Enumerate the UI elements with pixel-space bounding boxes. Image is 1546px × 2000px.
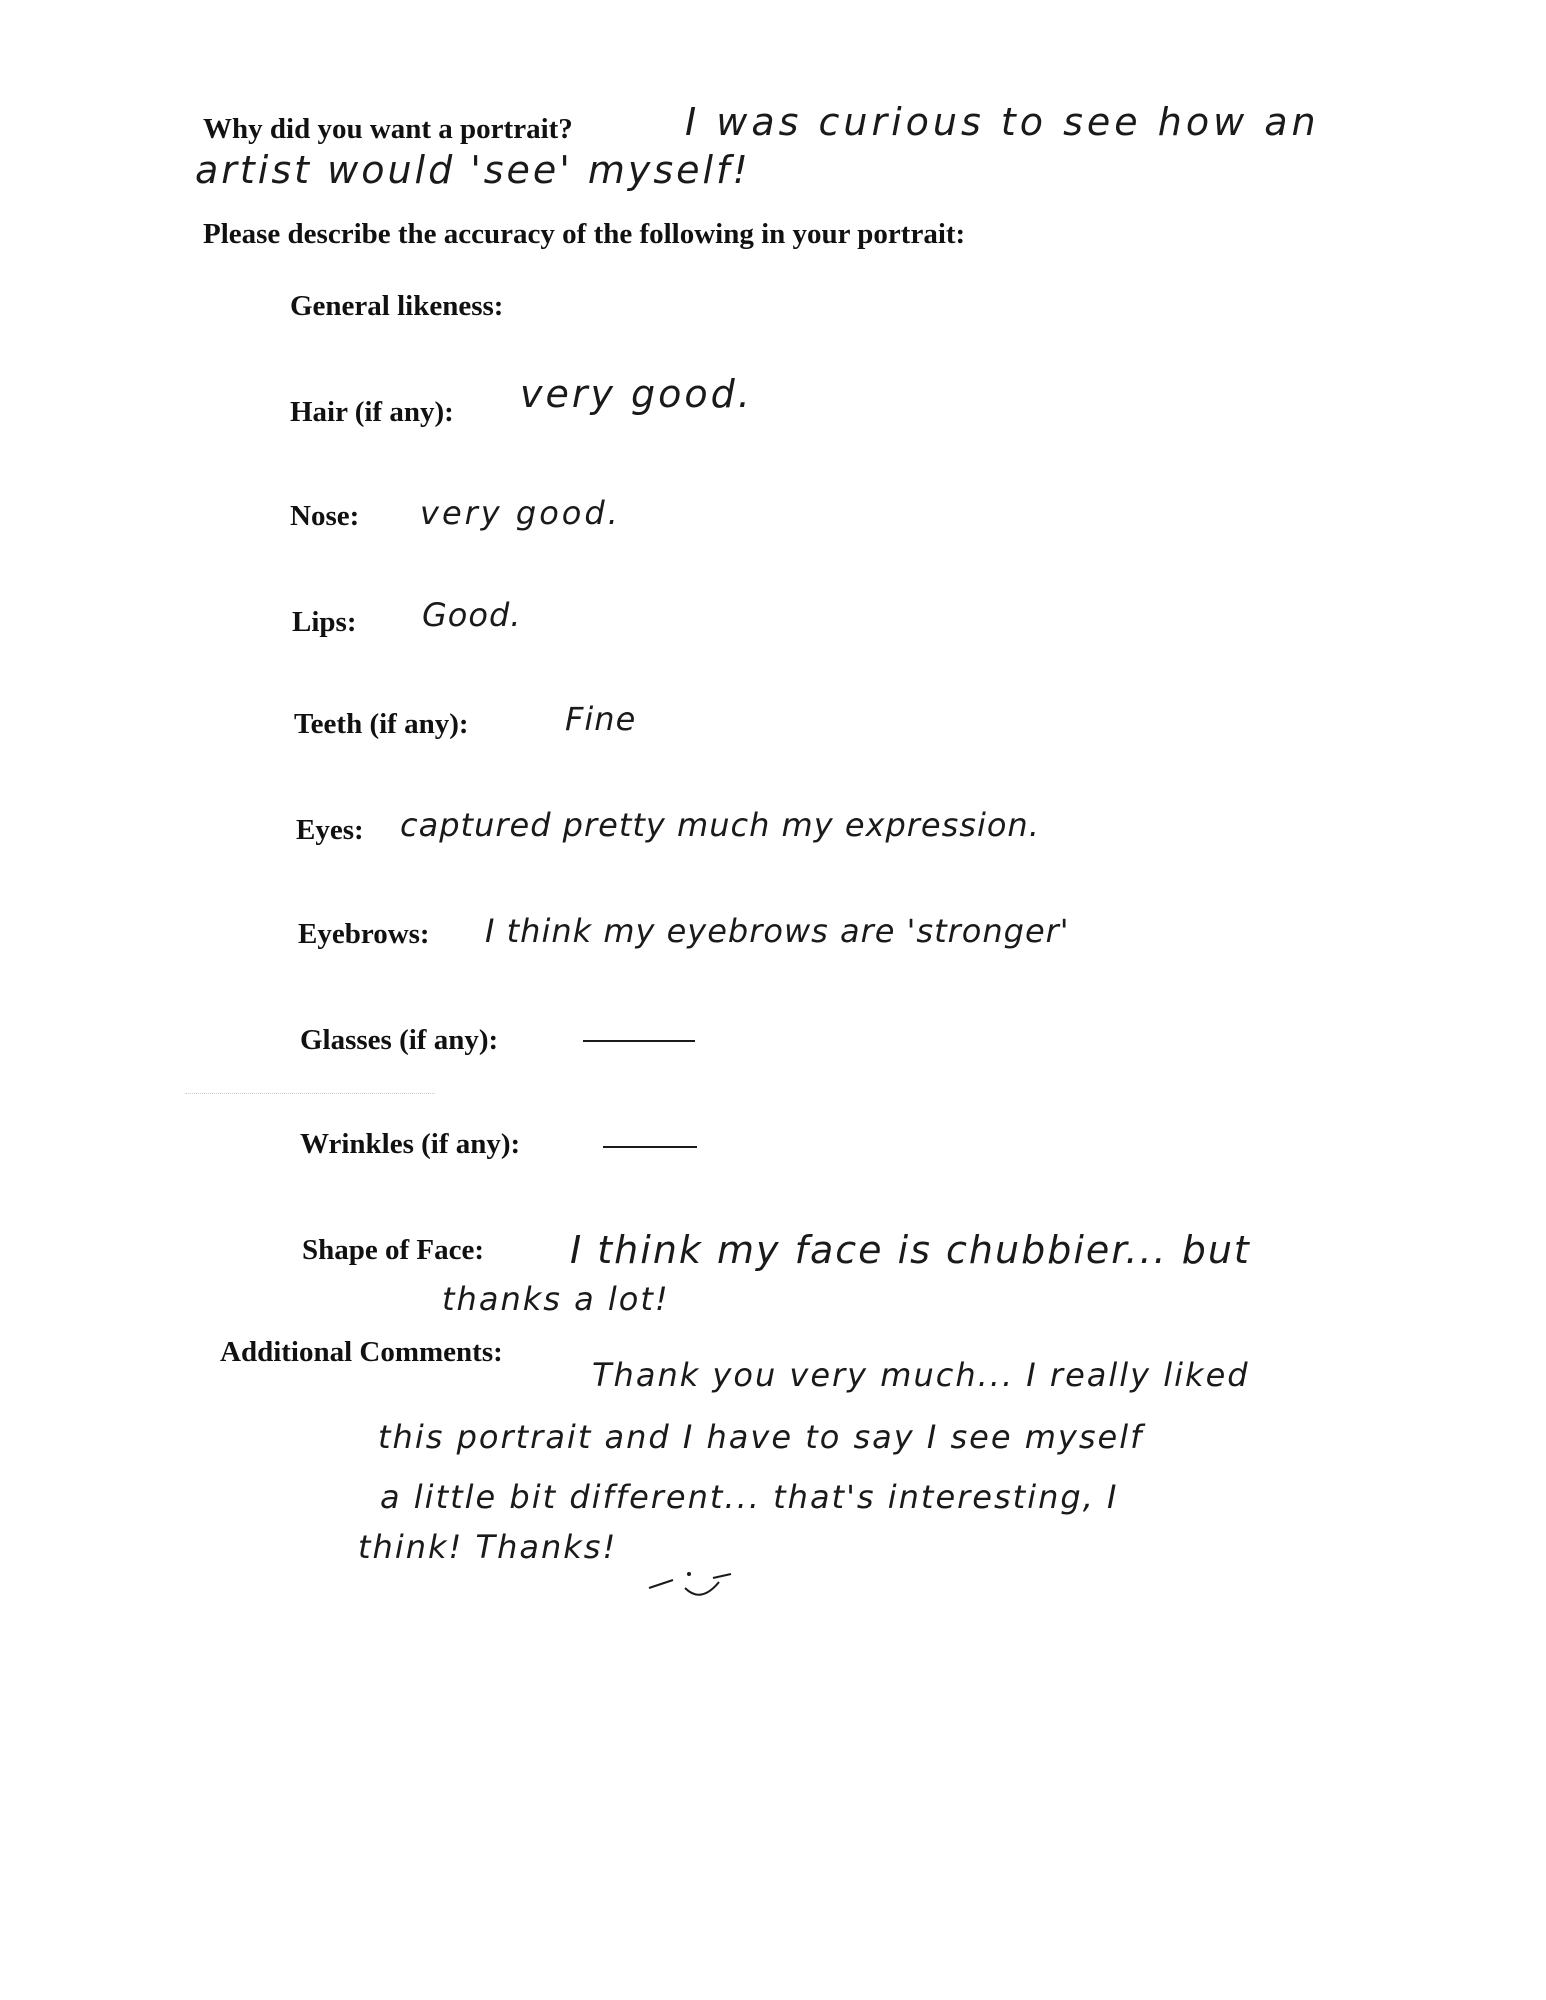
eyes-label: Eyes: <box>296 814 364 846</box>
nose-answer: very good. <box>420 494 621 532</box>
hair-answer: very good. <box>520 372 753 416</box>
lips-label: Lips: <box>292 606 357 638</box>
nose-label: Nose: <box>290 500 360 532</box>
eyebrows-answer: I think my eyebrows are 'stronger' <box>485 912 1070 950</box>
additional-comments-label: Additional Comments: <box>220 1336 503 1368</box>
glasses-label: Glasses (if any): <box>300 1024 499 1056</box>
hair-label: Hair (if any): <box>290 396 454 428</box>
face-shape-answer-line-1: I think my face is chubbier... but <box>570 1228 1251 1272</box>
additional-comment-line-2: this portrait and I have to say I see myself <box>378 1418 1144 1456</box>
why-answer-line-1: I was curious to see how an <box>685 100 1320 144</box>
scan-artifact-line <box>185 1093 435 1094</box>
additional-comment-line-3: a little bit different... that's interesting, I <box>380 1478 1119 1516</box>
teeth-answer: Fine <box>565 700 637 738</box>
additional-comment-line-1: Thank you very much... I really liked <box>592 1356 1250 1394</box>
why-answer-line-2: artist would 'see' myself! <box>195 148 751 192</box>
accuracy-heading: Please describe the accuracy of the following in your portrait: <box>203 218 966 250</box>
eyebrows-label: Eyebrows: <box>298 918 430 950</box>
face-shape-answer-line-2: thanks a lot! <box>442 1280 670 1318</box>
eyes-answer: captured pretty much my expression. <box>400 806 1040 844</box>
smiley-doodle-icon <box>645 1568 745 1608</box>
additional-comment-line-4: think! Thanks! <box>358 1528 618 1566</box>
lips-answer: Good. <box>422 596 522 634</box>
teeth-label: Teeth (if any): <box>294 708 469 740</box>
wrinkles-dash <box>603 1146 697 1148</box>
glasses-dash <box>583 1040 695 1042</box>
face-shape-label: Shape of Face: <box>302 1234 485 1266</box>
why-question-label: Why did you want a portrait? <box>203 113 573 145</box>
wrinkles-label: Wrinkles (if any): <box>300 1128 521 1160</box>
general-likeness-label: General likeness: <box>290 290 504 322</box>
